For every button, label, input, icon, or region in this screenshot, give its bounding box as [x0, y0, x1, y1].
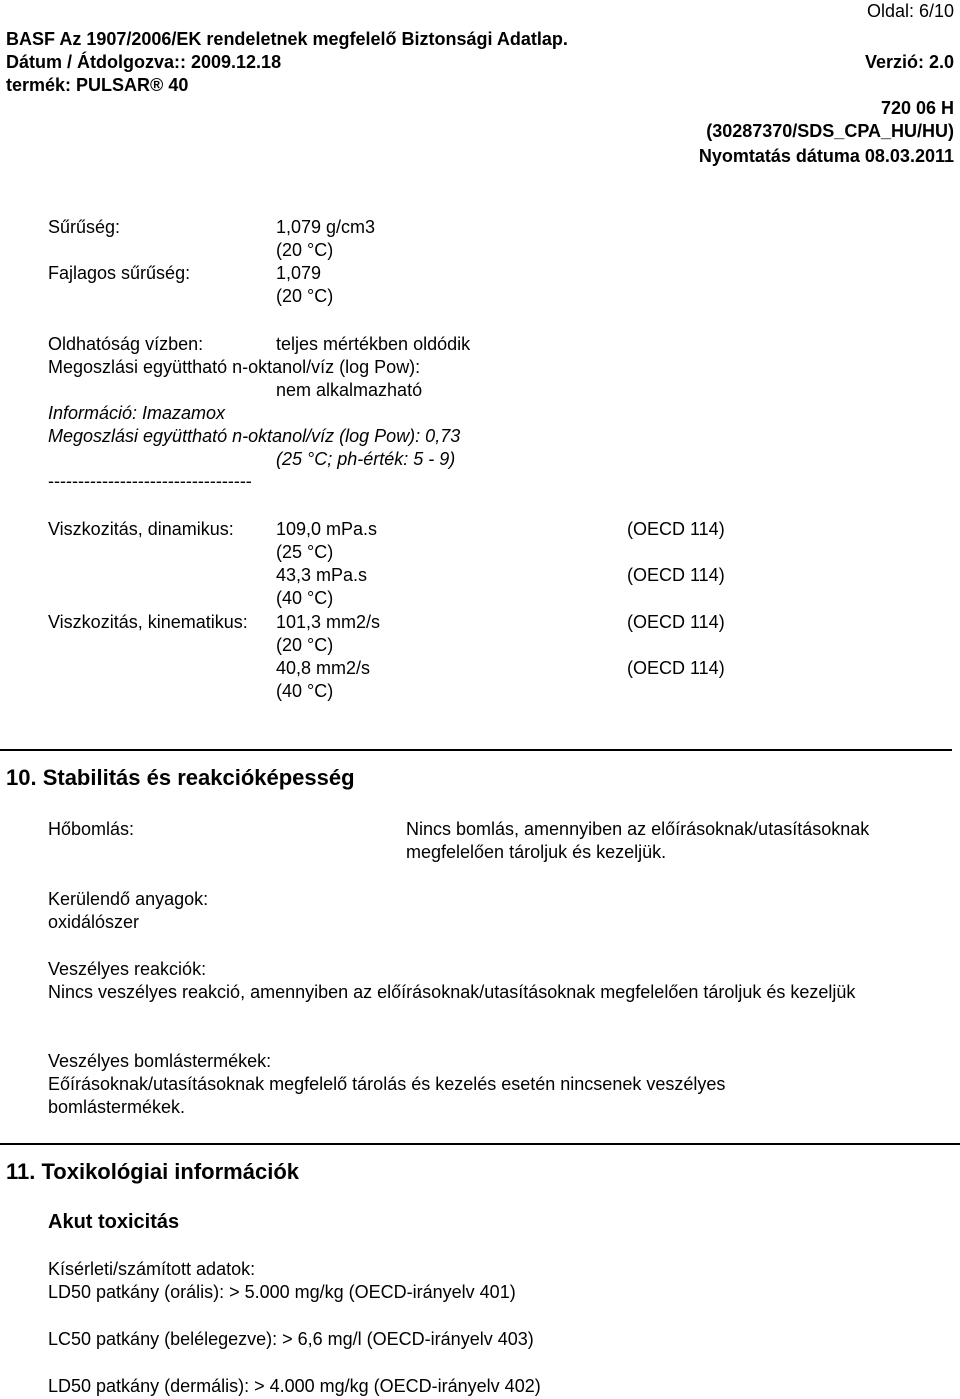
document-title: BASF Az 1907/2006/EK rendeletnek megfelelő Biztonsági Adatlap. — [6, 29, 568, 49]
viscosity-value: 40,8 mm2/s — [276, 658, 371, 678]
lc50-inhalation: LC50 patkány (belélegezve): > 6,6 mg/l (OECD-irányelv 403) — [48, 1329, 534, 1349]
viscosity-value: 101,3 mm2/s — [276, 612, 381, 632]
ld50-oral: LD50 patkány (orális): > 5.000 mg/kg (OECD-irányelv 401) — [48, 1282, 516, 1302]
viscosity-condition: (20 °C) — [276, 635, 334, 655]
rel-density-condition: (20 °C) — [276, 286, 334, 306]
revision-date: Dátum / Átdolgozva:: 2009.12.18 — [6, 52, 282, 72]
product-label: termék: — [6, 75, 72, 95]
viscosity-method: (OECD 114) — [627, 658, 725, 678]
products-label: Veszélyes bomlástermékek: — [48, 1051, 272, 1071]
viscosity-method: (OECD 114) — [627, 612, 725, 632]
ld50-dermal: LD50 patkány (dermális): > 4.000 mg/kg (OECD-irányelv 402) — [48, 1376, 541, 1396]
avoid-label: Kerülendő anyagok: — [48, 889, 209, 909]
solubility-value: teljes mértékben oldódik — [276, 334, 471, 354]
rel-density-label: Fajlagos sűrűség: — [48, 263, 191, 283]
section-divider — [0, 749, 952, 751]
decomposition-text: Nincs bomlás, amennyiben az előírásoknak/utasításoknak — [406, 819, 870, 839]
document-id: (30287370/SDS_CPA_HU/HU) — [706, 121, 954, 141]
viscosity-label: Viszkozitás, dinamikus: — [48, 519, 234, 539]
kinematic-viscosity-label: Viszkozitás, kinematikus: — [48, 612, 248, 632]
avoid-value: oxidálószer — [48, 912, 140, 932]
decomposition-label: Hőbomlás: — [48, 819, 135, 839]
products-text-2: bomlástermékek. — [48, 1097, 186, 1117]
partition-value: nem alkalmazható — [276, 380, 423, 400]
data-label: Kísérleti/számított adatok: — [48, 1259, 256, 1279]
info-label: Információ: Imazamox — [48, 403, 226, 423]
solubility-label: Oldhatóság vízben: — [48, 334, 204, 354]
decomposition-text-2: megfelelően tároljuk és kezeljük. — [406, 842, 667, 862]
density-value: 1,079 g/cm3 — [276, 217, 376, 237]
section-10-title: 10. Stabilitás és reakcióképesség — [6, 765, 355, 790]
reactions-label: Veszélyes reakciók: — [48, 959, 207, 979]
rel-density-value: 1,079 — [276, 263, 322, 283]
viscosity-value: 43,3 mPa.s — [276, 565, 368, 585]
reactions-text: Nincs veszélyes reakció, amennyiben az előírásoknak/utasításoknak megfelelően tároljuk és kezeljük — [48, 982, 856, 1002]
product-code: 720 06 H — [880, 98, 954, 118]
page-number: Oldal: 6/10 — [866, 1, 954, 21]
density-condition: (20 °C) — [276, 240, 334, 260]
acute-toxicity-heading: Akut toxicitás — [48, 1211, 180, 1233]
density-label: Sűrűség: — [48, 217, 121, 237]
info-partition-condition: (25 °C; ph-érték: 5 - 9) — [276, 449, 456, 469]
viscosity-condition: (25 °C) — [276, 542, 334, 562]
section-divider — [0, 1143, 960, 1145]
print-date: Nyomtatás dátuma 08.03.2011 — [698, 146, 954, 166]
section-11-title: 11. Toxikológiai információk — [6, 1159, 300, 1184]
separator-line: ---------------------------------- — [48, 471, 252, 491]
info-partition: Megoszlási együttható n-oktanol/víz (log Pow): 0,73 — [48, 426, 461, 446]
products-text: Eőírásoknak/utasításoknak megfelelő tárolás és kezelés esetén nincsenek veszélyes — [48, 1074, 726, 1094]
product-line — [6, 74, 188, 97]
version: Verzió: 2.0 — [864, 52, 954, 72]
viscosity-value: 109,0 mPa.s — [276, 519, 378, 539]
viscosity-condition: (40 °C) — [276, 588, 334, 608]
partition-label: Megoszlási együttható n-oktanol/víz (log Pow): — [48, 357, 421, 377]
viscosity-method: (OECD 114) — [627, 519, 725, 539]
product-name: PULSAR® 40 — [76, 75, 189, 95]
viscosity-method: (OECD 114) — [627, 565, 725, 585]
viscosity-condition: (40 °C) — [276, 681, 334, 701]
